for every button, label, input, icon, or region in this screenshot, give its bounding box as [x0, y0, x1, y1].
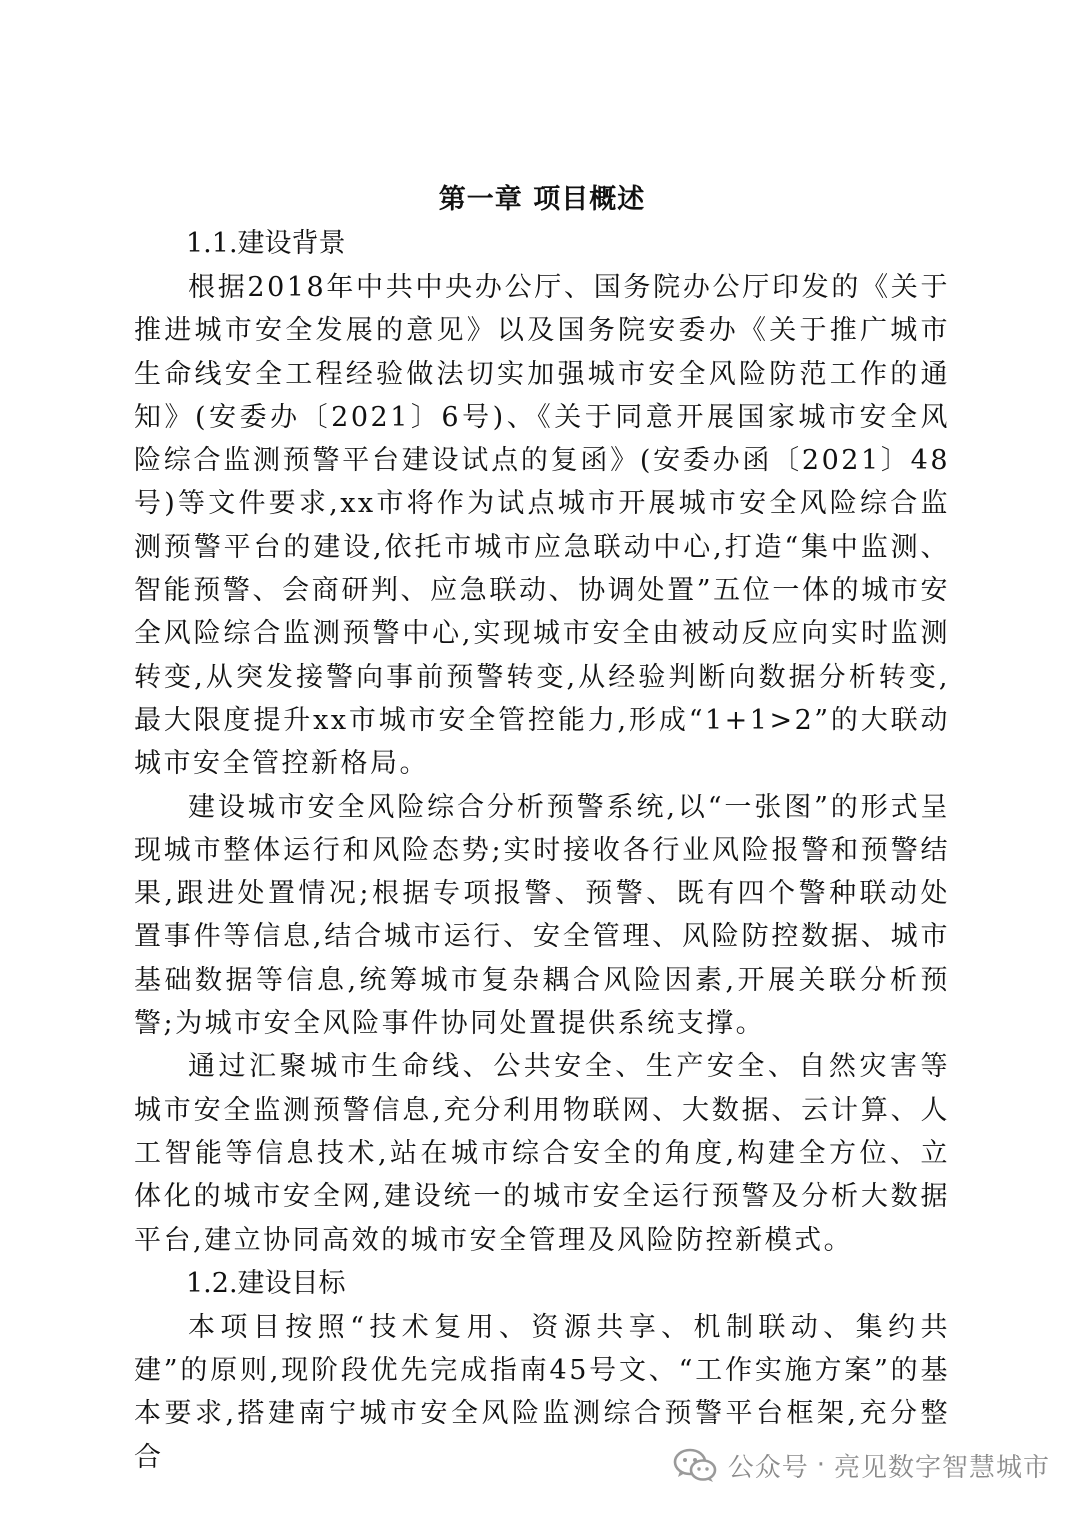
section-heading-background: 1.1.建设背景 — [186, 228, 346, 259]
paragraph: 根据2018年中共中央办公厅、国务院办公厅印发的《关于推进城市安全发展的意见》以及国务院安委办《关于推广城市生命线安全工程经验做法切实加强城市安全风险防范工作的通知》(安委办〔2021〕6号)、《关于同意开展国家城市安全风险综合监测预警平台建设试点的复函》(安委办函〔2021〕48号)等文件要求,xx市将作为试点城市开展城市安全风险综合监测预警平台的建设,依托市城市应急联动中心,打造“集中监测、智能预警、会商研判、应急联动、协调处置”五位一体的城市安全风险综合监测预警中心,实现城市安全由被动反应向实时监测转变,从突发接警向事前预警转变,从经验判断向数据分析转变,最大限度提升xx市城市安全管控能力,形成“1+1>2”的大联动城市安全管控新格局。 — [134, 272, 950, 780]
paragraph: 通过汇聚城市生命线、公共安全、生产安全、自然灾害等城市安全监测预警信息,充分利用物联网、大数据、云计算、人工智能等信息技术,站在城市综合安全的角度,构建全方位、立体化的城市安全网,建设统一的城市安全运行预警及分析大数据平台,建立协同高效的城市安全管理及风险防控新模式。 — [134, 1051, 950, 1256]
watermark-separator: · — [816, 1450, 826, 1480]
paragraph: 建设城市安全风险综合分析预警系统,以“一张图”的形式呈现城市整体运行和风险态势;实时接收各行业风险报警和预警结果,跟进处置情况;根据专项报警、预警、既有四个警种联动处置事件等信息,结合城市运行、安全管理、风险防控数据、城市基础数据等信息,统筹城市复杂耦合风险因素,开展关联分析预警;为城市安全风险事件协同处置提供系统支撑。 — [134, 791, 950, 1040]
watermark-account: 亮见数字智慧城市 — [833, 1452, 1050, 1483]
section-heading-goals: 1.2.建设目标 — [186, 1267, 346, 1299]
paragraph: 本项目按照“技术复用、资源共享、机制联动、集约共建”的原则,现阶段优先完成指南45号文、“工作实施方案”的基本要求,搭建南宁城市安全风险监测综合预警平台框架,充分整合 — [134, 1311, 950, 1473]
wechat-icon — [672, 1446, 718, 1484]
wechat-watermark — [672, 1440, 1050, 1490]
chapter-title: 第一章 项目概述 — [438, 184, 646, 215]
document-page — [134, 178, 950, 1479]
watermark-label: 公众号 — [727, 1452, 809, 1483]
